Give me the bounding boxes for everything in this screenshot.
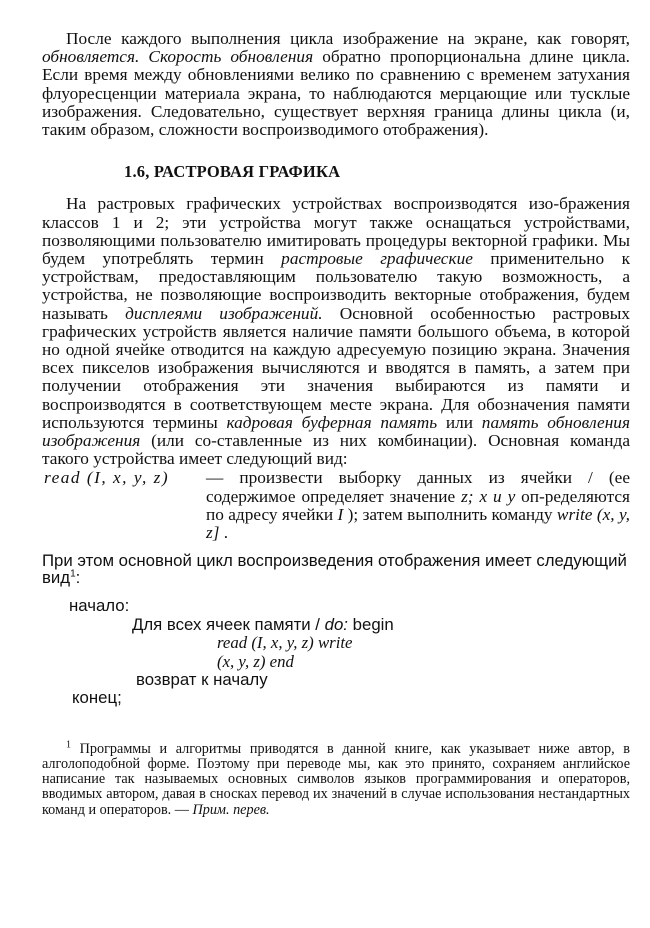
algo-line-read: read (I, x, y, z) write — [217, 633, 353, 653]
text: После каждого выполнения цикла изображение на экране, как говорят, — [66, 29, 630, 48]
italic-term: кадровая буферная память — [226, 412, 438, 432]
italic-term: I — [337, 504, 344, 524]
italic-term: do: — [324, 614, 348, 634]
italic-term: память обновления изображения — [42, 412, 630, 451]
italic-term: write (x, y, z] — [206, 504, 630, 543]
footnote-number: 1 — [66, 738, 71, 750]
footnote — [42, 738, 630, 818]
italic-term: растровые графические — [281, 249, 473, 269]
text: . — [219, 523, 229, 543]
algo-line-loop — [42, 616, 630, 634]
text: обратно пропорциональна длине цикла. Если время между обновлениями велико по сравнению с временем затухания флуоресценции материала экрана, то наблюдаются мерцающие или тусклые изображения. Следовательно, существует верхняя граница длины цикла (и, таким образом, сложности воспроизводимого отображения). — [42, 47, 630, 140]
footnote-signature: Прим. перев. — [192, 801, 270, 818]
algo-line-end: (x, y, z) end — [217, 651, 294, 671]
section-heading: 1.6, РАСТРОВАЯ ГРАФИКА — [124, 162, 341, 182]
page — [42, 30, 630, 818]
read-command-term: read (I, x, y, z) — [44, 468, 170, 488]
text: (или со-ставленные из них комбинации). Основная команда такого устройства имеет следующий вид: — [42, 431, 630, 469]
footnote-marker: 1 — [70, 568, 76, 580]
paragraph-refresh — [42, 30, 630, 139]
algo-line-return: возврат к началу — [136, 669, 268, 689]
text: — произвести выборку данных из ячейки / (ее содержимое определяет значение — [206, 468, 630, 506]
algo-line-finish: конец; — [72, 688, 122, 708]
italic-term: обновляется. Скорость обновления — [42, 47, 314, 67]
text: Основной особенностью растровых графических устройств является наличие памяти большого объема, в которой но одной ячейке отводится на каждую адресуемую позицию экрана. Значения всех пикселов изображения вычисляются и вводятся в память, а затем при получении отображения эти значения выбираются из памяти и воспроизводятся в соответствующем месте экрана. Для обозначения памяти используются термины — [42, 303, 631, 432]
paragraph-raster — [42, 195, 630, 468]
italic-term: z; x и у — [461, 486, 516, 506]
text: Программы и алгоритмы приводятся в данной книге, как указывает ниже автор, в алголоподобной форме. Поэтому при переводе мы, как это принято, сохраняем английское написание так называемых основных символов языков программирования и операторов, вводимых автором, давая в сносках перевод их значений в случае использования нестандартных команд и операторов. — — [42, 740, 630, 818]
text: ); затем выполнить команду — [343, 504, 557, 524]
text: оп-ределяются по адресу ячейки — [206, 486, 630, 524]
text: или — [437, 412, 482, 432]
italic-term: дисплеями изображений. — [125, 303, 323, 323]
cycle-intro — [42, 552, 630, 586]
read-command-description — [206, 469, 630, 542]
text: применительно к устройствам, предоставляющим пользователю такую возможность, а устройства, не позволяющие воспроизводить векторные отображения, будем называть — [42, 249, 631, 323]
text: : — [75, 568, 81, 588]
algorithm-listing — [42, 597, 630, 707]
text: На растровых графических устройствах воспроизводятся изо-бражения классов 1 и 2; эти устройства могут также оснащаться устройствами, позволяющими пользователю имитировать процедуры векторной графики. Мы будем употреблять термин — [42, 194, 630, 269]
read-command-definition — [42, 469, 630, 542]
text: При этом основной цикл воспроизведения отображения имеет следующий вид — [42, 551, 627, 588]
algo-line-start: начало: — [69, 596, 130, 616]
text: begin — [347, 614, 394, 634]
text: Для всех ячеек памяти / — [132, 614, 325, 634]
